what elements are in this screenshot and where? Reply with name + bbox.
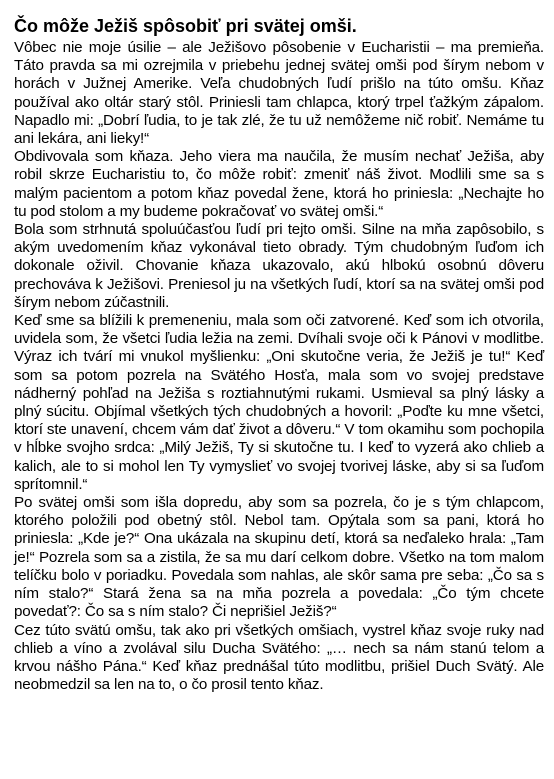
document-title: Čo môže Ježiš spôsobiť pri svätej omši. — [14, 16, 357, 36]
paragraph-3: Bola som strhnutá spoluúčasťou ľudí pri tejto omši. Silne na mňa zapôsobilo, s akým uvedomením kňaz vykonával tieto obrady. Tým chudobným ľuďom ich dokonale oživil. Chovanie kňaza ukazovalo, akú hlbokú osobnú dôveru prechováva k Ježišovi. Preniesol ju na všetkých ľudí, ktorí sa na svätej omši pod šírym nebom zúčastnili. — [14, 221, 544, 311]
paragraph-2: Obdivovala som kňaza. Jeho viera ma naučila, že musím nechať Ježiša, aby robil skrze Eucharistiu to, čo môže robiť: zmeniť náš život. Modlili sme sa s malým pacientom a potom kňaz povedal žene, ktorá ho priniesla: „Nechajte ho tu pod stolom a my budeme pokračovať vo svätej omši.“ — [14, 148, 544, 220]
paragraph-1: Vôbec nie moje úsilie – ale Ježišovo pôsobenie v Eucharistii – ma premieňa. Táto pravda sa mi ozrejmila v priebehu jednej svätej omši pod šírym nebom v horách v Južnej Amerike. Veľa chudobných ľudí prišlo na túto omšu. Kňaz používal ako oltár starý stôl. Priniesli tam chlapca, ktorý trpel ťažkým zápalom. Napadlo mi: „Dobrí ľudia, to je tak zlé, že tu už nemôžeme nič robiť. Nemáme tu ani lekára, ani lieky!“ — [14, 39, 544, 148]
paragraph-5: Po svätej omši som išla dopredu, aby som sa pozrela, čo je s tým chlapcom, ktorého položili pod obetný stôl. Nebol tam. Opýtala som sa pani, ktorá ho priniesla: „Kde je?“ Ona ukázala na skupinu detí, ktorá sa neďaleko hrala: „Tam je!“ Pozrela som sa a zistila, že sa mu darí celkom dobre. Všetko na tom malom telíčku bolo v poriadku. Povedala som nahlas, ale skôr sama pre seba: „Čo sa s ním stalo?“ Stará žena sa na mňa pozrela a povedala: „Čo tým chcete povedať?: Čo sa s ním stalo? Či neprišiel Ježiš?“ — [14, 494, 544, 621]
paragraph-4: Keď sme sa blížili k premeneniu, mala som oči zatvorené. Keď som ich otvorila, uvidela som, že všetci ľudia ležia na zemi. Dvíhali svoje oči k Pánovi v modlitbe. Výraz ich tvárí mi vnukol myšlienku: „Oni skutočne veria, že Ježiš je tu!“ Keď som sa potom pozrela na Svätého Hosťa, mala som vo svojej predstave nádherný pohľad na Ježiša s roztiahnutými rukami. Usmieval sa plný lásky a plný súcitu. Objímal všetkých tých chudobných a hovoril: „Poďte ku mne všetci, ktorí ste unavení, chcem vám dať život a dôveru.“ V tom okamihu som pochopila v hĺbke svojho srdca: „Milý Ježiš, Ty si skutočne tu. I keď to vyzerá ako chlieb a kalich, ale to si mohol len Ty vymyslieť vo svojej tvorivej láske, aby si sa ľuďom sprítomnil.“ — [14, 312, 544, 493]
paragraph-6: Cez túto svätú omšu, tak ako pri všetkých omšiach, vystrel kňaz svoje ruky nad chlieb a víno a zvolával silu Ducha Svätého: „… nech sa nám stanú telom a krvou nášho Pána.“ Keď kňaz prednášal túto modlitbu, prišiel Duch Svätý. Ale neobmedzil sa len na to, o čo prosil tento kňaz. — [14, 621, 544, 694]
